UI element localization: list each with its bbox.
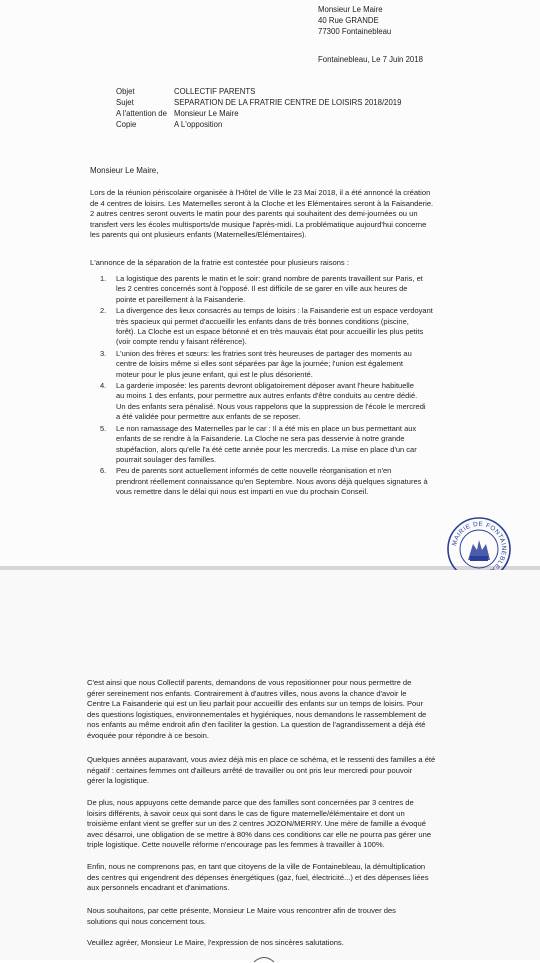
list-item [100,466,433,497]
text-line: Veuillez agréer, Monsieur Le Maire, l'expression de nos sincères salutations. [87,938,344,947]
body-paragraph [87,798,431,851]
text-line: des questions logistiques, environnementales et hygiéniques, nous demandons le rassemblement de [87,709,427,719]
text-line: gérer sereinement nos enfants. Contrairement à d'autres villes, nous avons la chance d'avoir le [87,688,407,698]
text-line: La logistique des parents le matin et le soir: grand nombre de parents travaillent sur Paris, et [116,274,423,283]
reasons-lead: L'annonce de la séparation de la fratrie est contestée pour plusieurs raisons : [90,258,349,267]
text-line: vous remettre dans le délai qui nous est imparti en vue du prochain Conseil. [116,487,369,497]
meta-label: Objet [116,87,135,96]
text-line: évoquée pour répondre à ce besoin. [87,730,210,740]
text-line: solutions qui nous concernent tous. [87,916,207,926]
text-line: les 2 centres concernés sont à l'opposé. Il est difficile de se garer en ville aux heures de [116,284,408,294]
list-number: 1. [100,274,107,283]
meta-row-attention [116,108,401,119]
meta-row-copie [116,119,401,130]
meta-row-sujet [116,97,401,108]
sender-address [318,4,391,37]
salutation: Monsieur Le Maire, [90,166,159,175]
list-number: 5. [100,423,107,433]
text-line: Quelques années auparavant, vous aviez déjà mis en place ce schéma, et le ressenti des familles a été [87,755,436,764]
meta-label: A l'attention de [116,109,167,118]
letter-meta-block [116,86,401,130]
text-line: Le non ramassage des Maternelles par le car : Il a été mis en place un bus permettant aux [116,423,417,433]
list-item [100,381,433,423]
seal-ring-text: MAIRIE DE FONTAINEBLE [451,520,508,571]
text-line: (voir compte rendu y faisant référence). [116,337,247,347]
text-line: des centres qui engendrent des dépenses énergétiques (gaz, fuel, électricité...) et des dépenses liées [87,872,429,882]
text-line: prendront réellement connaissance qu'en Septembre. Nous avons déjà quelques signatures à [116,476,428,486]
meta-value: Monsieur Le Maire [174,109,239,118]
text-line: gérer la logistique. [87,776,150,786]
list-item [100,306,433,348]
text-line: nos enfants au même endroit afin d'en faciliter la gestion. La question de l'agrandissement a déjà été [87,720,426,730]
text-line: aux personnels encadrant et d'animations. [87,883,230,893]
text-line: les parents qui ont plusieurs enfants (Maternelles/Elémentaires). [90,230,307,240]
text-line: de 4 centres de loisirs. Les Maternelles seront à la Cloche et les Elémentaires seront à la Faisanderie. [90,198,434,208]
text-line: enfants de se rendre à la Faisanderie. La Cloche ne sera pas desservie à notre grande [116,434,405,444]
text-line: L'union des frères et sœurs: les fratries sont très heureuses de partager des moments au [116,348,412,358]
text-line: troisième enfant vient se greffer sur un des 2 centres JOZON/MERRY. Une mère de famille a évoqué [87,819,426,829]
text-line: stupéfaction, alors qu'elle l'a été cette année pour les mercredis. La mise en place d'un car [116,444,417,454]
list-number: 2. [100,306,107,316]
meta-label: Sujet [116,98,134,107]
text-line: loisirs différents, à savoir ceux qui sont dans le cas de figure maternelle/élémentaire et dont un [87,808,405,818]
text-line: très spacieux qui permet d'accueillir les enfants dans de très bonnes conditions (piscine, [116,316,409,326]
body-paragraph [87,678,426,742]
letter-date: Fontainebleau, Le 7 Juin 2018 [318,55,423,64]
text-line: La divergence des lieux consacrés au temps de loisirs : la Faisanderie est un espace verdoyant [116,306,433,316]
list-number: 6. [100,466,107,476]
text-line: transfert vers les écoles multisports/de musique l'après-midi. La problématique aujourd'hui concerne [90,219,427,229]
list-item [100,274,433,305]
text-line: triple logistique. Cette nouvelle réforme n'encourage pas les femmes à travailler à 100%. [87,840,385,850]
text-line: pourrait soulager des familles. [116,454,217,464]
meta-value: SEPARATION DE LA FRATRIE CENTRE DE LOISIRS 2018/2019 [174,98,402,107]
intro-paragraph [90,188,433,241]
meta-value: COLLECTIF PARENTS [174,87,256,96]
letter-page-2 [0,570,540,960]
list-item [100,424,433,466]
text-line: Un des enfants sera pénalisé. Nous vous rappelons que la suppression de l'école le mercredi [116,401,426,411]
meta-value: A L'opposition [174,120,223,129]
text-line: centre de loisirs même si elles sont séparées par âge la journée; l'union est également [116,359,404,369]
body-paragraph [87,755,435,787]
body-paragraph [87,906,396,927]
meta-label: Copie [116,120,137,129]
text-line: C'est ainsi que nous Collectif parents, demandons de vous repositionner pour nous permettre de [87,678,412,687]
reasons-list [100,274,433,499]
text-line: pointe et pareillement à la Faisanderie. [116,294,246,304]
text-line: moteur pour le plus jeune enfant, qui est le plus désorienté. [116,369,313,379]
signature-stroke-icon [252,953,276,963]
closing-formula [87,938,344,949]
text-line: avec désarroi, une obligation de se mettre à 80% dans ces conditions car elle ne pourra pas gérer une [87,829,432,839]
text-line: a été validée pour permettre aux enfants de se reposer. [116,412,301,422]
text-line: Nous souhaitons, par cette présente, Monsieur Le Maire vous rencontrer afin de trouver des [87,906,396,915]
list-number: 3. [100,348,107,358]
list-item [100,349,433,380]
sender-city: 77300 Fontainebleau [318,27,392,36]
text-line: forêt). La Cloche est un espace bétonné et en très mauvais état pour accueillir les plus petits [116,327,424,337]
body-paragraph [87,862,429,894]
sender-street: 40 Rue GRANDE [318,16,379,25]
text-line: 2 autres centres seront ouverts le matin pour des parents qui souhaitent des demi-journées ou un [90,209,418,219]
text-line: négatif : certaines femmes ont d'ailleurs arrêté de travailler ou ont pris leur mercredi pour pouvoir [87,765,413,775]
text-line: Peu de parents sont actuellement informés de cette nouvelle réorganisation et n'en [116,466,392,476]
text-line: Lors de la réunion périscolaire organisée à l'Hôtel de Ville le 23 Mai 2018, il a été annoncé la création [90,188,431,197]
text-line: La garderie imposée: les parents devront obligatoirement déposer avant l'heure habituelle [116,381,414,391]
text-line: De plus, nous appuyons cette demande parce que des familles sont concernées par 3 centres de [87,798,414,807]
sender-name: Monsieur Le Maire [318,5,383,14]
list-number: 4. [100,381,107,391]
text-line: au moins 1 des enfants, pour permettre aux autres enfants d'être conduits au centre dédié. [116,391,418,401]
text-line: Enfin, nous ne comprenons pas, en tant que citoyens de la ville de Fontainebleau, la démultiplication [87,862,426,871]
text-line: Centre La Faisanderie qui est un lieu parfait pour accueillir des enfants sur un temps de loisirs. Pour [87,699,423,709]
meta-row-objet [116,86,401,97]
